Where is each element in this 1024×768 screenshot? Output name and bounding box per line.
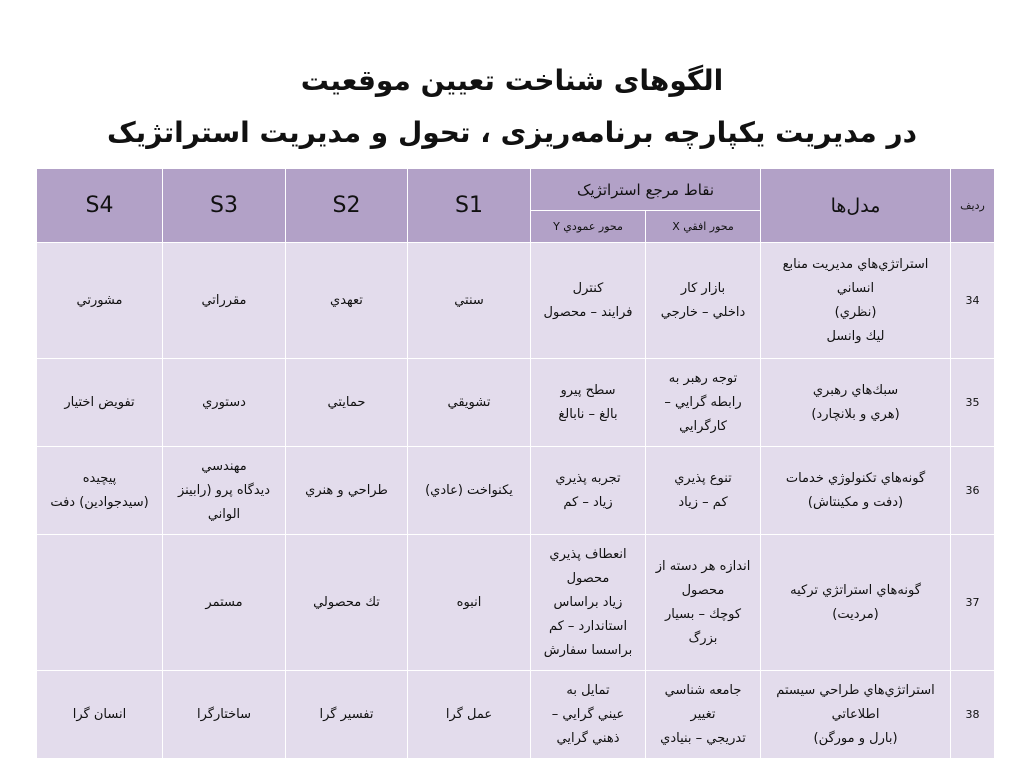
- cell-line: براسسا سفارش: [543, 642, 633, 658]
- cell-line: رابطه گرايي –: [664, 394, 742, 410]
- cell-line: تك محصولي: [313, 594, 380, 610]
- page-title: الگوهای شناخت تعیین موقعیت: [300, 64, 724, 97]
- cell-line: اندازه هر دسته از: [655, 558, 751, 574]
- cell-line: توجه رهبر به: [668, 370, 738, 386]
- cell-s1: [408, 447, 531, 535]
- cell-line: زياد – كم: [563, 494, 613, 510]
- page-subtitle: در مدیریت یکپارچه برنامه‌ریزی ، تحول و مدیریت استراتژیک: [107, 116, 917, 149]
- cell-line: انبوه: [456, 594, 482, 610]
- cell-line: طراحي و هنري: [305, 482, 388, 498]
- cell-x: [646, 671, 761, 759]
- cell-s2: [286, 535, 408, 671]
- header-row-number: رديف: [951, 169, 995, 243]
- table-body: [37, 243, 995, 759]
- cell-s3: [163, 535, 286, 671]
- cell-y: [531, 447, 646, 535]
- cell-y: [531, 535, 646, 671]
- cell-line: گونه‌هاي استراتژي تركيه: [790, 582, 921, 598]
- header-s2: S2: [286, 169, 408, 243]
- cell-line: مقرراتي: [201, 292, 247, 308]
- cell-line: محصول: [566, 570, 610, 586]
- table-row: [37, 359, 995, 447]
- cell-line: تدريجي – بنيادي: [660, 730, 746, 746]
- cell-s2: [286, 359, 408, 447]
- cell-line: انعطاف پذيري: [549, 546, 627, 562]
- cell-line: فرايند – محصول: [543, 304, 633, 320]
- cell-s4: [37, 671, 163, 759]
- cell-y: [531, 671, 646, 759]
- header-y-axis: محور عمودي Y: [531, 211, 646, 243]
- header-reference-points: نقاط مرجع استراتژیک: [531, 169, 761, 211]
- cell-s3: [163, 671, 286, 759]
- cell-line: ديدگاه پرو (رابينز: [177, 482, 271, 498]
- cell-s1: [408, 535, 531, 671]
- header-s1: S1: [408, 169, 531, 243]
- cell-line: كم – زياد: [678, 494, 728, 510]
- cell-line: كارگرايي: [679, 418, 727, 434]
- cell-line: جامعه شناسي: [664, 682, 742, 698]
- cell-x: [646, 447, 761, 535]
- table-row: [37, 243, 995, 359]
- cell-line: سطح پيرو: [560, 382, 616, 398]
- table-row: [37, 671, 995, 759]
- cell-num: 37: [951, 535, 995, 671]
- cell-model: [761, 359, 951, 447]
- cell-line: داخلي – خارجي: [660, 304, 746, 320]
- cell-s4: [37, 447, 163, 535]
- cell-line: كوچك – بسيار: [664, 606, 742, 622]
- cell-line: مستمر: [205, 594, 243, 610]
- cell-line: (بارل و مورگن): [813, 730, 898, 746]
- cell-s1: [408, 243, 531, 359]
- cell-line: عمل گرا: [445, 706, 493, 722]
- cell-line: بزرگ: [688, 630, 718, 646]
- cell-model: [761, 535, 951, 671]
- cell-line: (نظري): [834, 304, 877, 320]
- cell-line: الواني: [207, 506, 241, 522]
- cell-line: تفسير گرا: [319, 706, 374, 722]
- cell-line: (هري و بلانچارد): [811, 406, 900, 422]
- cell-line: حمايتي: [327, 394, 366, 410]
- cell-line: استراتژي‌هاي طراحي سيستم: [776, 682, 935, 698]
- cell-s3: [163, 447, 286, 535]
- strategy-models-table: [36, 168, 995, 759]
- cell-y: [531, 359, 646, 447]
- cell-line: دستوري: [202, 394, 246, 410]
- cell-line: يكنواخت (عادي): [425, 482, 513, 498]
- cell-line: استاندارد – كم: [548, 618, 628, 634]
- cell-line: (دفت و مكينتاش): [807, 494, 904, 510]
- cell-line: پيچيده: [82, 470, 117, 486]
- cell-line: تجربه پذيري: [555, 470, 621, 486]
- cell-line: سبك‌هاي رهبري: [812, 382, 899, 398]
- cell-line: تشويقي: [447, 394, 491, 410]
- cell-s3: [163, 243, 286, 359]
- cell-model: [761, 671, 951, 759]
- cell-s2: [286, 243, 408, 359]
- cell-s4: [37, 243, 163, 359]
- cell-num: 35: [951, 359, 995, 447]
- cell-num: 38: [951, 671, 995, 759]
- header-x-axis: محور افقي X: [646, 211, 761, 243]
- cell-line: سنتي: [454, 292, 484, 308]
- cell-line: تفويض اختيار: [64, 394, 135, 410]
- cell-s4: [37, 535, 163, 671]
- cell-s1: [408, 359, 531, 447]
- cell-line: انسان گرا: [72, 706, 127, 722]
- cell-model: [761, 243, 951, 359]
- cell-line: گونه‌هاي تكنولوژي خدمات: [785, 470, 926, 486]
- cell-line: تغيير: [690, 706, 716, 722]
- cell-line: تنوع پذيري: [674, 470, 732, 486]
- cell-x: [646, 359, 761, 447]
- cell-line: ذهني گرايي: [556, 730, 620, 746]
- cell-line: استراتژي‌هاي مديريت منابع: [782, 256, 929, 272]
- cell-line: اطلاعاتي: [831, 706, 880, 722]
- cell-num: 36: [951, 447, 995, 535]
- cell-line: ساختارگرا: [196, 706, 252, 722]
- cell-line: مشورتي: [76, 292, 123, 308]
- table-row: [37, 535, 995, 671]
- table-row: [37, 447, 995, 535]
- cell-line: ليك وانسل: [826, 328, 885, 344]
- cell-line: تعهدي: [330, 292, 363, 308]
- header-s4: S4: [37, 169, 163, 243]
- cell-line: (مرديت): [832, 606, 879, 622]
- cell-s4: [37, 359, 163, 447]
- cell-line: انساني: [836, 280, 875, 296]
- cell-line: مهندسي: [201, 458, 247, 474]
- cell-x: [646, 243, 761, 359]
- cell-line: كنترل: [572, 280, 604, 296]
- header-s3: S3: [163, 169, 286, 243]
- cell-line: (سيدجوادين) دفت: [50, 494, 149, 510]
- cell-line: بازار كار: [680, 280, 726, 296]
- cell-s2: [286, 447, 408, 535]
- cell-line: تمايل به: [566, 682, 610, 698]
- cell-model: [761, 447, 951, 535]
- cell-y: [531, 243, 646, 359]
- cell-s1: [408, 671, 531, 759]
- cell-s2: [286, 671, 408, 759]
- cell-line: زياد براساس: [553, 594, 623, 610]
- header-models: مدل‌ها: [761, 169, 951, 243]
- cell-s3: [163, 359, 286, 447]
- cell-line: عيني گرايي –: [551, 706, 625, 722]
- cell-x: [646, 535, 761, 671]
- cell-num: 34: [951, 243, 995, 359]
- cell-line: محصول: [681, 582, 725, 598]
- cell-line: بالغ – نابالغ: [558, 406, 618, 422]
